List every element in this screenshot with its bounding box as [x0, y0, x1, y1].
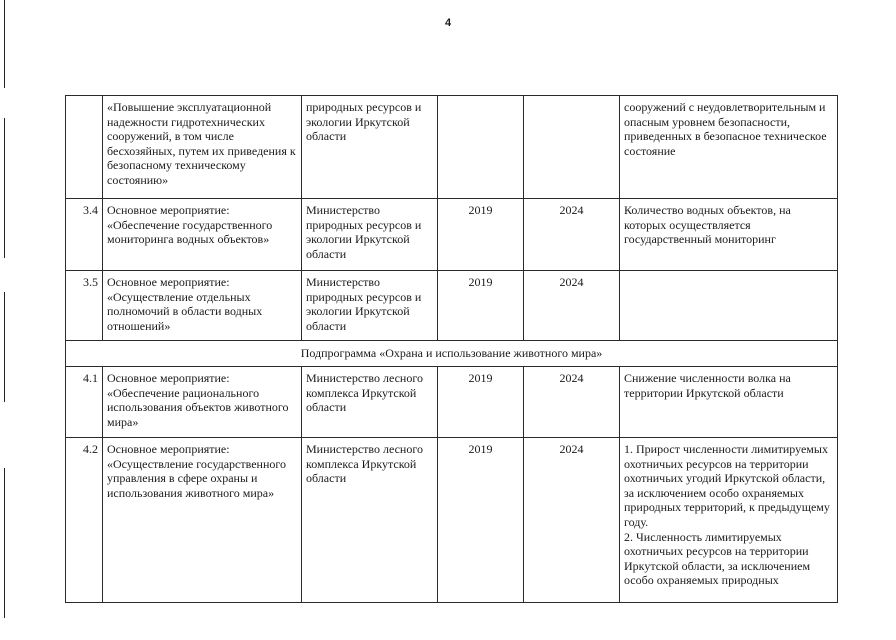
result-cell: [620, 271, 838, 341]
end-year-cell: 2024: [524, 199, 620, 271]
row-number-cell: 4.1: [66, 367, 103, 438]
result-cell: сооружений с неудовлетворительным и опасным уровнем безопасности, приведенных в безопасное техническое состояние: [620, 96, 838, 199]
activity-cell: «Повышение эксплуатационной надежности гидротехнических сооружений, в том числе бесхозяйных, путем их приведения к безопасному техническому состоянию»: [103, 96, 302, 199]
start-year-cell: 2019: [438, 438, 524, 603]
table-row: [66, 367, 838, 438]
table-row: [66, 199, 838, 271]
executor-cell: Министерство лесного комплекса Иркутской области: [302, 438, 438, 603]
executor-cell: Министерство природных ресурсов и экологии Иркутской области: [302, 199, 438, 271]
activity-cell: Основное мероприятие: «Обеспечение рационального использования объектов животного мира»: [103, 367, 302, 438]
scan-edge-mark: [4, 468, 5, 618]
end-year-cell: [524, 96, 620, 199]
table-row: [66, 96, 838, 199]
result-item: 1. Прирост численности лимитируемых охотничьих ресурсов на территории охотничьих угодий Иркутской области, за исключением особо охраняемых природных территорий, к предыдущему году.: [624, 442, 830, 529]
scan-edge-mark: [4, 0, 5, 88]
subprogram-row: [66, 341, 838, 367]
activity-cell: Основное мероприятие: «Осуществление отдельных полномочий в области водных отношений»: [103, 271, 302, 341]
end-year-cell: 2024: [524, 367, 620, 438]
start-year-cell: [438, 96, 524, 199]
end-year-cell: 2024: [524, 438, 620, 603]
executor-cell: природных ресурсов и экологии Иркутской области: [302, 96, 438, 199]
result-cell: [620, 438, 838, 603]
result-cell: Количество водных объектов, на которых осуществляется государственный мониторинг: [620, 199, 838, 271]
row-number-cell: 3.4: [66, 199, 103, 271]
start-year-cell: 2019: [438, 199, 524, 271]
table-row: [66, 271, 838, 341]
end-year-cell: 2024: [524, 271, 620, 341]
activity-cell: Основное мероприятие: «Обеспечение государственного мониторинга водных объектов»: [103, 199, 302, 271]
result-item: 2. Численность лимитируемых охотничьих ресурсов на территории Иркутской области, за исключением особо охраняемых природных: [624, 529, 811, 588]
row-number-cell: 4.2: [66, 438, 103, 603]
start-year-cell: 2019: [438, 271, 524, 341]
activities-table: [65, 95, 838, 603]
executor-cell: Министерство природных ресурсов и экологии Иркутской области: [302, 271, 438, 341]
table-row: [66, 438, 838, 603]
executor-cell: Министерство лесного комплекса Иркутской области: [302, 367, 438, 438]
row-number-cell: 3.5: [66, 271, 103, 341]
page-number: 4: [444, 17, 452, 29]
scan-edge-mark: [4, 118, 5, 258]
scan-edge-mark: [4, 292, 5, 402]
start-year-cell: 2019: [438, 367, 524, 438]
subprogram-heading: Подпрограмма «Охрана и использование животного мира»: [66, 341, 838, 367]
result-cell: Снижение численности волка на территории Иркутской области: [620, 367, 838, 438]
activity-cell: Основное мероприятие: «Осуществление государственного управления в сфере охраны и использования животного мира»: [103, 438, 302, 603]
row-number-cell: [66, 96, 103, 199]
